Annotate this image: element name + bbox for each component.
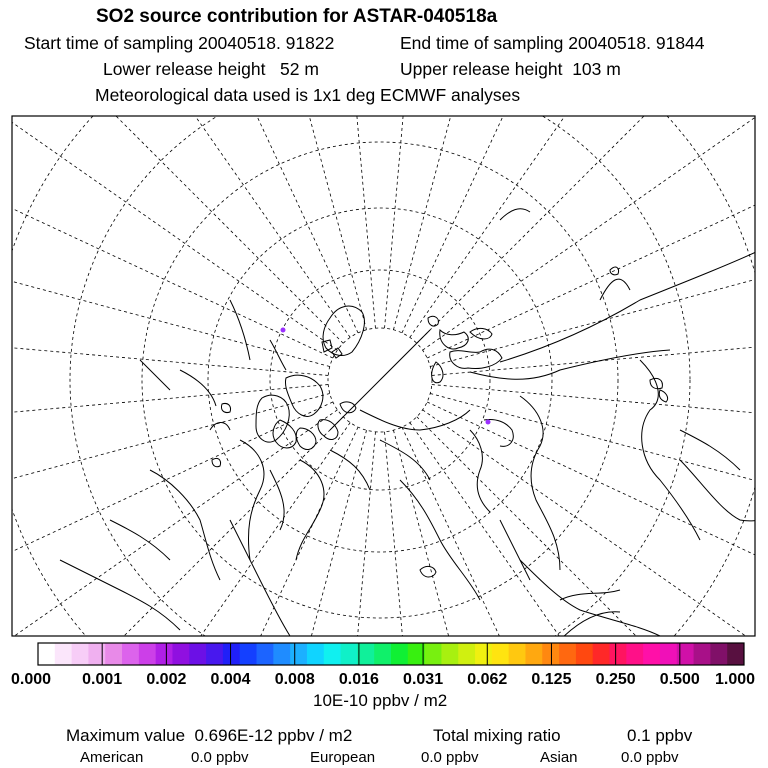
meridian-line bbox=[0, 302, 328, 376]
colorbar-tick-label: 0.008 bbox=[274, 671, 315, 688]
source-point-marker bbox=[486, 420, 491, 425]
meridian-line bbox=[427, 402, 768, 760]
meridian-line bbox=[417, 0, 768, 343]
map-title: SO2 source contribution for ASTAR-040518a bbox=[96, 6, 498, 27]
lower-release-height: Lower release height 52 m bbox=[103, 59, 319, 79]
colorbar-tick-label: 0.500 bbox=[659, 671, 700, 688]
meridian-line bbox=[0, 0, 358, 333]
region-american-label: American bbox=[80, 749, 144, 766]
meridian-line bbox=[423, 0, 768, 350]
colorbar-tick-label: 0.004 bbox=[210, 671, 251, 688]
meridian-line bbox=[410, 0, 768, 337]
meridian-line bbox=[410, 423, 768, 768]
end-time: End time of sampling 20040518. 91844 bbox=[400, 33, 705, 53]
colorbar-tick-label: 0.002 bbox=[146, 671, 187, 688]
meridian-line bbox=[430, 393, 768, 612]
meridian-line bbox=[0, 0, 333, 358]
meridian-line bbox=[427, 0, 768, 358]
met-data-note: Meteorological data used is 1x1 deg ECMWF analyses bbox=[95, 85, 521, 105]
meridian-line bbox=[0, 0, 337, 350]
source-point-marker bbox=[281, 328, 286, 333]
region-asian-value: 0.0 ppbv bbox=[621, 749, 679, 766]
meridian-line bbox=[302, 0, 376, 328]
meridian-line bbox=[0, 393, 330, 612]
region-asian-label: Asian bbox=[540, 749, 578, 766]
point-markers bbox=[281, 328, 491, 425]
colorbar-tick-label: 0.062 bbox=[467, 671, 508, 688]
date-line bbox=[330, 330, 430, 430]
meridian-line bbox=[402, 427, 760, 768]
meridian-line bbox=[0, 385, 328, 459]
region-american-value: 0.0 ppbv bbox=[191, 749, 249, 766]
colorbar-tick-label: 0.125 bbox=[531, 671, 572, 688]
meridian-line bbox=[0, 417, 343, 768]
meridian-line bbox=[430, 147, 768, 366]
meridian-line bbox=[0, 427, 358, 768]
upper-release-height: Upper release height 103 m bbox=[400, 59, 621, 79]
colorbar-tick-label: 0.000 bbox=[10, 671, 52, 688]
meridian-line bbox=[302, 432, 376, 768]
meridian-line bbox=[385, 432, 459, 768]
colorbar-unit: 10E-10 ppbv / m2 bbox=[313, 691, 448, 710]
colorbar-tick-label: 0.001 bbox=[82, 671, 123, 688]
colorbar-tick-label: 1.000 bbox=[714, 671, 756, 688]
coastlines bbox=[60, 209, 760, 640]
meridian-line bbox=[0, 423, 353, 768]
total-mixing-value: 0.1 ppbv bbox=[627, 726, 693, 745]
meridian-line bbox=[402, 0, 760, 333]
total-mixing-label: Total mixing ratio bbox=[433, 726, 561, 745]
meridian-line bbox=[385, 0, 459, 328]
meridian-line bbox=[0, 402, 333, 760]
maximum-value: Maximum value 0.696E-12 ppbv / m2 bbox=[66, 726, 353, 745]
colorbar-tick-label: 0.031 bbox=[403, 671, 444, 688]
colorbar-tick-label: 0.016 bbox=[338, 671, 379, 688]
start-time: Start time of sampling 20040518. 91822 bbox=[24, 33, 335, 53]
meridian-line bbox=[393, 430, 612, 768]
colorbar-tick-label: 0.250 bbox=[595, 671, 636, 688]
region-european-label: European bbox=[310, 749, 376, 766]
meridian-line bbox=[0, 147, 330, 366]
region-european-value: 0.0 ppbv bbox=[421, 749, 479, 766]
meridian-line bbox=[147, 430, 366, 768]
meridian-line bbox=[423, 410, 768, 768]
